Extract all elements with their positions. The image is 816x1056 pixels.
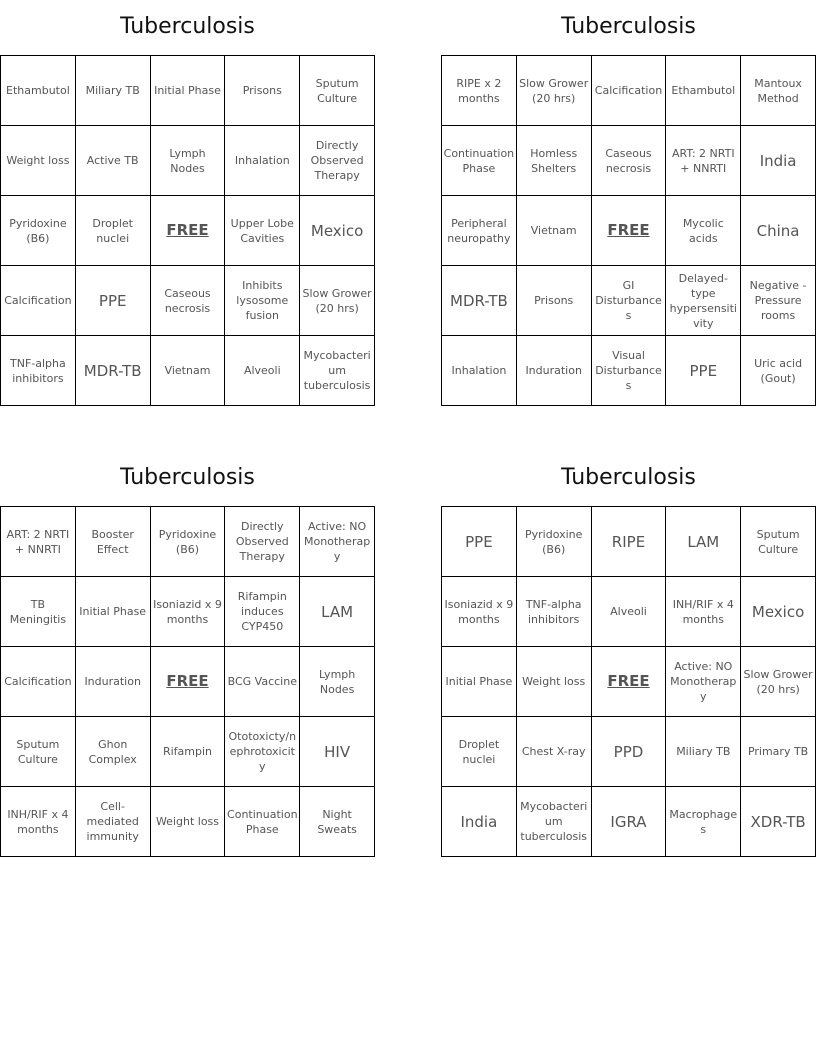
bingo-cell: Mycobacterium tuberculosis — [300, 336, 375, 406]
bingo-cell: Directly Observed Therapy — [225, 507, 300, 577]
bingo-cell: Vietnam — [151, 336, 226, 406]
bingo-grid — [0, 55, 375, 406]
bingo-cell: Slow Grower (20 hrs) — [741, 647, 816, 717]
bingo-cell: Booster Effect — [76, 507, 151, 577]
bingo-cell: ART: 2 NRTI + NNRTI — [1, 507, 76, 577]
card-title: Tuberculosis — [561, 465, 696, 490]
bingo-cell: Initial Phase — [442, 647, 517, 717]
bingo-cell: Uric acid (Gout) — [741, 336, 816, 406]
bingo-cell: Calcification — [592, 56, 667, 126]
bingo-cell: ART: 2 NRTI + NNRTI — [666, 126, 741, 196]
bingo-cell: Mycobacterium tuberculosis — [517, 787, 592, 857]
bingo-cell: Droplet nuclei — [442, 717, 517, 787]
bingo-cell: INH/RIF x 4 months — [1, 787, 76, 857]
bingo-cell: Cell-mediated immunity — [76, 787, 151, 857]
bingo-cell: HIV — [300, 717, 375, 787]
bingo-cell: PPE — [442, 507, 517, 577]
free-space: FREE — [592, 647, 667, 717]
free-space: FREE — [592, 196, 667, 266]
bingo-cell: Weight loss — [517, 647, 592, 717]
bingo-cell: Ototoxicty/nephrotoxicity — [225, 717, 300, 787]
card-title: Tuberculosis — [561, 14, 696, 39]
bingo-cell: Homless Shelters — [517, 126, 592, 196]
bingo-cell: Lymph Nodes — [151, 126, 226, 196]
bingo-cell: MDR-TB — [442, 266, 517, 336]
bingo-cell: Induration — [76, 647, 151, 717]
bingo-grid — [0, 506, 375, 857]
bingo-cell: BCG Vaccine — [225, 647, 300, 717]
card-title: Tuberculosis — [120, 465, 255, 490]
bingo-cell: IGRA — [592, 787, 667, 857]
bingo-cell: Prisons — [517, 266, 592, 336]
bingo-cell: Inhalation — [442, 336, 517, 406]
bingo-cell: Continuation Phase — [442, 126, 517, 196]
bingo-cell: Inhibits lysosome fusion — [225, 266, 300, 336]
bingo-cell: Calcification — [1, 647, 76, 717]
bingo-cell: Initial Phase — [151, 56, 226, 126]
bingo-cell: India — [442, 787, 517, 857]
bingo-cell: Caseous necrosis — [592, 126, 667, 196]
bingo-cell: Rifampin induces CYP450 — [225, 577, 300, 647]
bingo-cell: Ethambutol — [1, 56, 76, 126]
bingo-cell: Induration — [517, 336, 592, 406]
bingo-cell: TNF-alpha inhibitors — [1, 336, 76, 406]
bingo-cell: Continuation Phase — [225, 787, 300, 857]
bingo-cell: Chest X-ray — [517, 717, 592, 787]
bingo-cell: Initial Phase — [76, 577, 151, 647]
bingo-cell: Slow Grower (20 hrs) — [300, 266, 375, 336]
free-space: FREE — [151, 647, 226, 717]
bingo-cell: Weight loss — [1, 126, 76, 196]
bingo-cell: Active TB — [76, 126, 151, 196]
bingo-cell: Prisons — [225, 56, 300, 126]
bingo-cell: Weight loss — [151, 787, 226, 857]
bingo-cell: Alveoli — [225, 336, 300, 406]
bingo-grid — [441, 55, 816, 406]
bingo-cell: LAM — [300, 577, 375, 647]
bingo-cell: Lymph Nodes — [300, 647, 375, 717]
bingo-cell: India — [741, 126, 816, 196]
bingo-cell: Primary TB — [741, 717, 816, 787]
bingo-cell: Caseous necrosis — [151, 266, 226, 336]
card-title: Tuberculosis — [120, 14, 255, 39]
bingo-cell: Miliary TB — [666, 717, 741, 787]
bingo-cell: Sputum Culture — [300, 56, 375, 126]
bingo-cell: MDR-TB — [76, 336, 151, 406]
bingo-cell: Mexico — [300, 196, 375, 266]
bingo-cell: Rifampin — [151, 717, 226, 787]
bingo-cell: Inhalation — [225, 126, 300, 196]
bingo-cell: Night Sweats — [300, 787, 375, 857]
bingo-cell: Pyridoxine (B6) — [517, 507, 592, 577]
bingo-cell: Macrophages — [666, 787, 741, 857]
bingo-cell: RIPE — [592, 507, 667, 577]
bingo-cell: Pyridoxine (B6) — [1, 196, 76, 266]
bingo-cell: GI Disturbances — [592, 266, 667, 336]
bingo-cell: China — [741, 196, 816, 266]
free-space: FREE — [151, 196, 226, 266]
bingo-cell: XDR-TB — [741, 787, 816, 857]
bingo-cell: Peripheral neuropathy — [442, 196, 517, 266]
bingo-cell: Calcification — [1, 266, 76, 336]
bingo-cell: Delayed-type hypersensitivity — [666, 266, 741, 336]
bingo-cell: RIPE x 2 months — [442, 56, 517, 126]
bingo-cell: PPE — [76, 266, 151, 336]
bingo-cell: Isoniazid x 9 months — [151, 577, 226, 647]
bingo-cell: Mantoux Method — [741, 56, 816, 126]
bingo-cell: Directly Observed Therapy — [300, 126, 375, 196]
bingo-grid — [441, 506, 816, 857]
bingo-cell: TB Meningitis — [1, 577, 76, 647]
bingo-cell: INH/RIF x 4 months — [666, 577, 741, 647]
bingo-cell: Visual Disturbances — [592, 336, 667, 406]
bingo-cell: Mexico — [741, 577, 816, 647]
bingo-cell: Active: NO Monotherapy — [300, 507, 375, 577]
bingo-cell: Mycolic acids — [666, 196, 741, 266]
bingo-cell: Slow Grower (20 hrs) — [517, 56, 592, 126]
bingo-cell: Active: NO Monotherapy — [666, 647, 741, 717]
bingo-cell: Alveoli — [592, 577, 667, 647]
bingo-cell: PPE — [666, 336, 741, 406]
bingo-cell: PPD — [592, 717, 667, 787]
bingo-cell: Ghon Complex — [76, 717, 151, 787]
bingo-cell: Droplet nuclei — [76, 196, 151, 266]
bingo-cell: Ethambutol — [666, 56, 741, 126]
bingo-cell: LAM — [666, 507, 741, 577]
bingo-cell: Miliary TB — [76, 56, 151, 126]
bingo-cell: Sputum Culture — [741, 507, 816, 577]
bingo-cell: Sputum Culture — [1, 717, 76, 787]
bingo-cell: TNF-alpha inhibitors — [517, 577, 592, 647]
bingo-cell: Vietnam — [517, 196, 592, 266]
bingo-cell: Pyridoxine (B6) — [151, 507, 226, 577]
bingo-cell: Negative - Pressure rooms — [741, 266, 816, 336]
bingo-cell: Upper Lobe Cavities — [225, 196, 300, 266]
bingo-cell: Isoniazid x 9 months — [442, 577, 517, 647]
